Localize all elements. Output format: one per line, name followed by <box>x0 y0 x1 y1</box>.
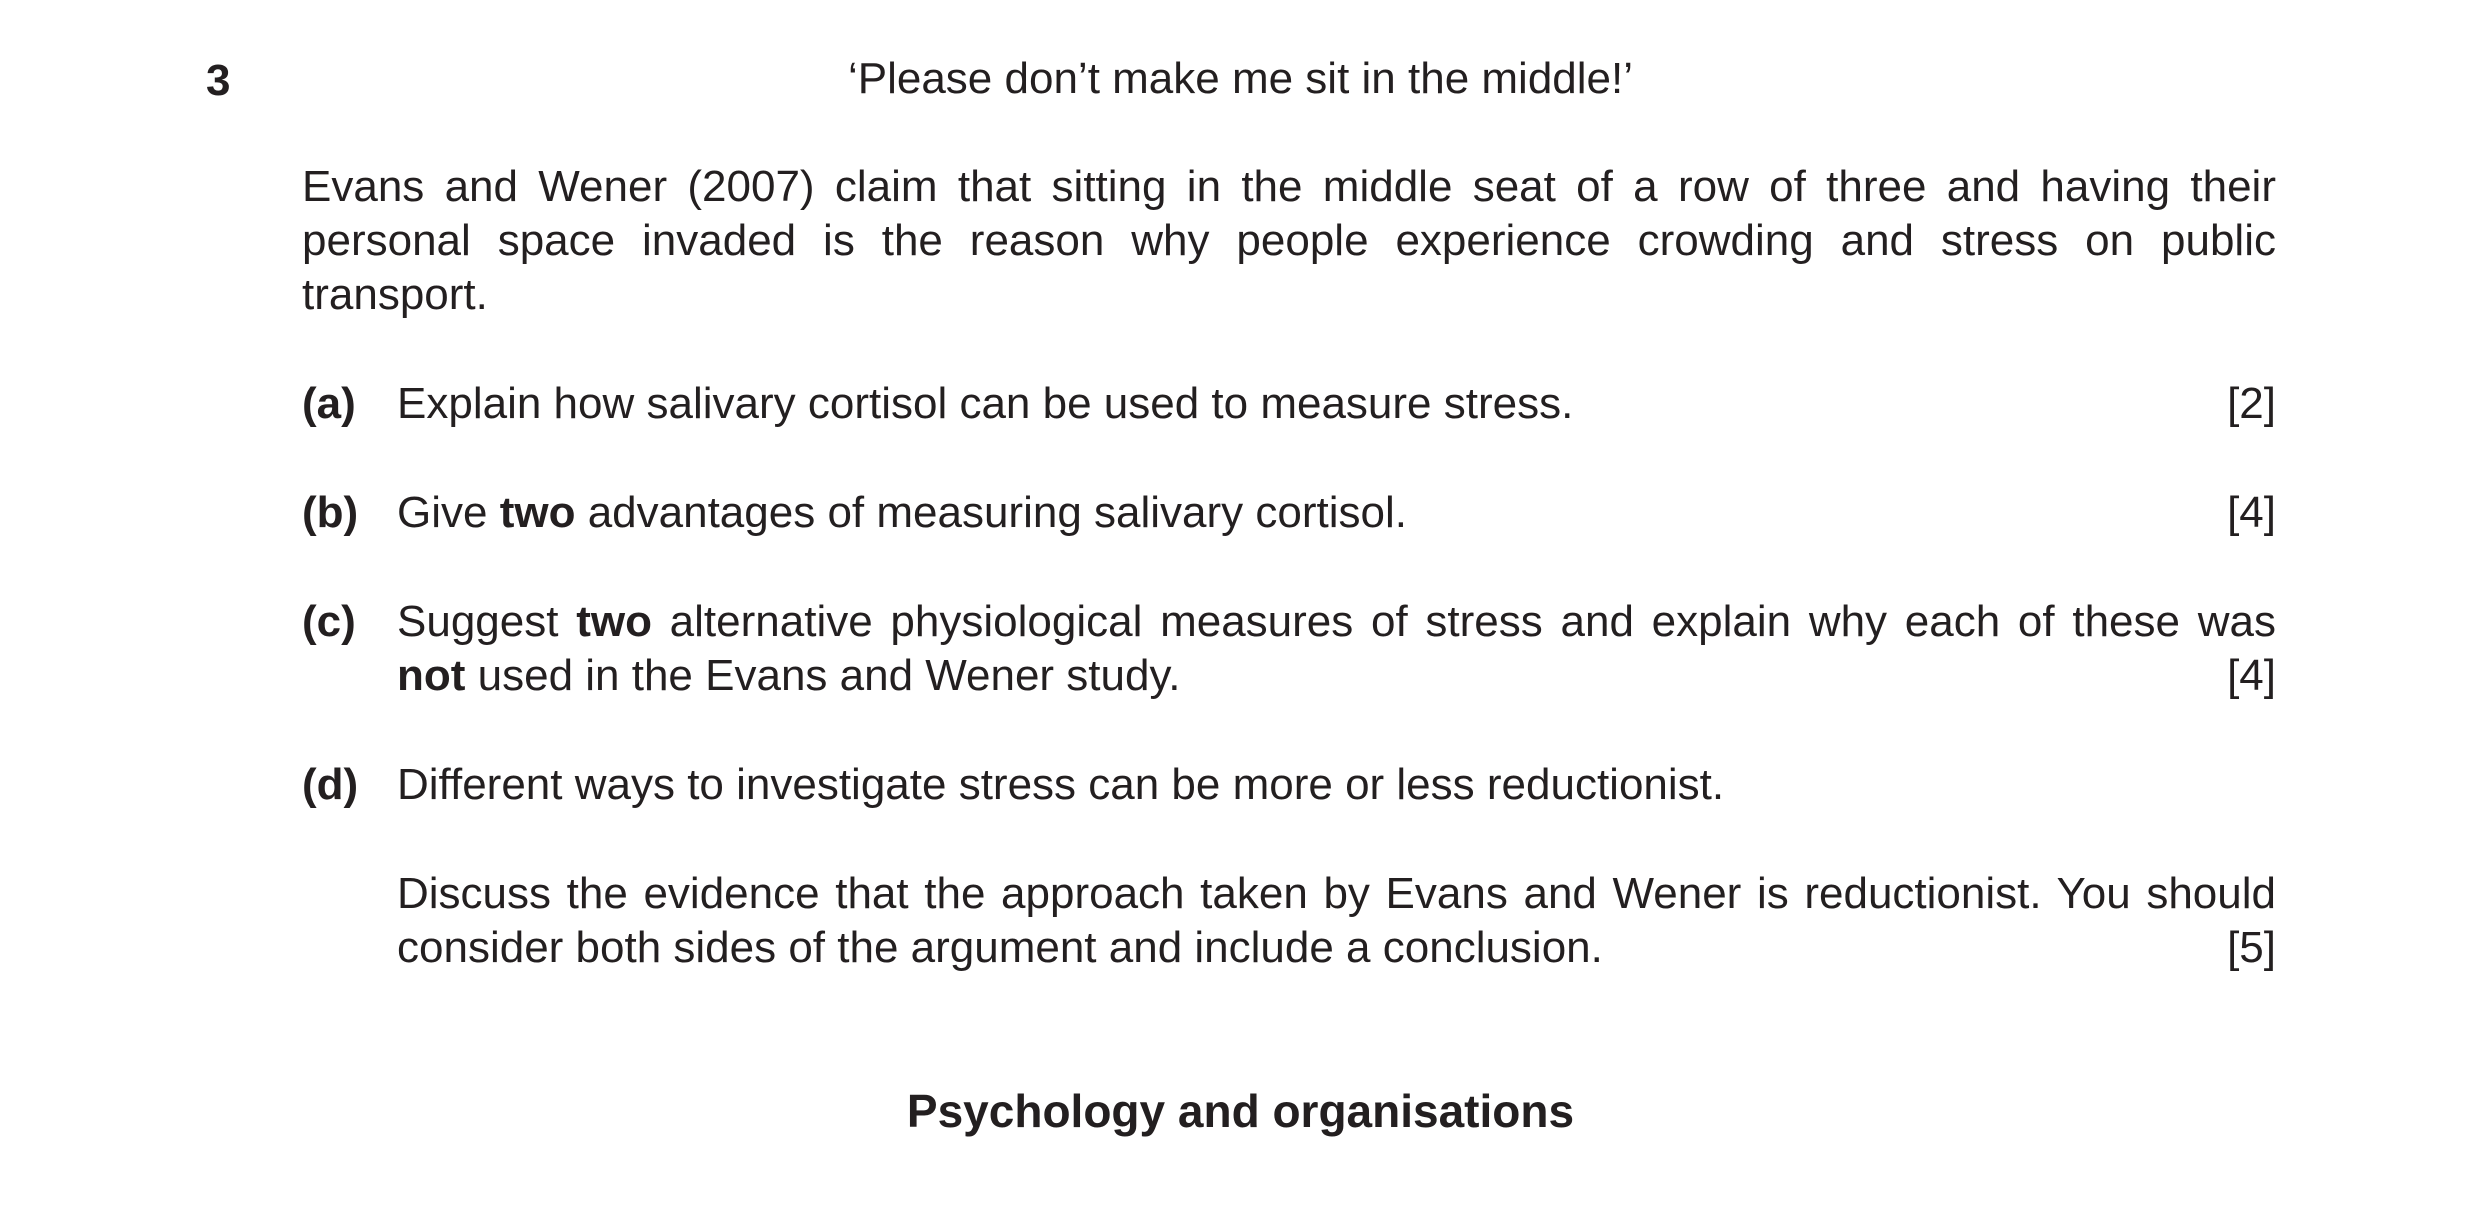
part-b-marks: [4] <box>2227 488 2276 537</box>
part-b-label: (b) <box>302 488 359 537</box>
part-d-text2: Discuss the evidence that the approach taken by Evans and Wener is reductionist. You should consider both sides of the argument and include a conclusion. <box>397 869 2276 972</box>
part-b-text-before: Give <box>397 488 500 537</box>
part-a-marks: [2] <box>2227 379 2276 428</box>
part-b-text-bold: two <box>499 488 576 537</box>
section-heading: Psychology and organisations <box>906 1085 1575 1137</box>
part-d-marks: [5] <box>2227 923 2276 972</box>
part-c-text-bold2: not <box>397 651 466 700</box>
part-c-label: (c) <box>302 597 356 646</box>
part-b <box>302 486 2276 540</box>
part-d-label: (d) <box>302 760 359 809</box>
part-c-marks: [4] <box>2227 651 2276 700</box>
question-title: ‘Please don’t make me sit in the middle!’ <box>847 54 1634 103</box>
part-a-text: Explain how salivary cortisol can be used to measure stress. <box>397 379 1574 428</box>
part-c-text-after: used in the Evans and Wener study. <box>465 651 1181 700</box>
question-intro: Evans and Wener (2007) claim that sitting in the middle seat of a row of three and having their personal space invaded is the reason why people experience crowding and stress on public transport. <box>302 162 2276 319</box>
part-a-label: (a) <box>302 379 356 428</box>
part-a <box>302 377 2276 431</box>
part-c-text-bold: two <box>576 597 652 646</box>
part-c <box>302 595 2276 703</box>
part-d <box>302 758 2276 975</box>
question-number: 3 <box>206 56 231 105</box>
part-c-text-middle: alternative physiological measures of stress and explain why each of these was <box>651 597 2276 646</box>
part-c-text-before: Suggest <box>397 597 577 646</box>
part-d-text: Different ways to investigate stress can be more or less reductionist. <box>397 760 1725 809</box>
part-c-text <box>397 595 2276 703</box>
part-b-text-after: advantages of measuring salivary cortisol. <box>575 488 1407 537</box>
